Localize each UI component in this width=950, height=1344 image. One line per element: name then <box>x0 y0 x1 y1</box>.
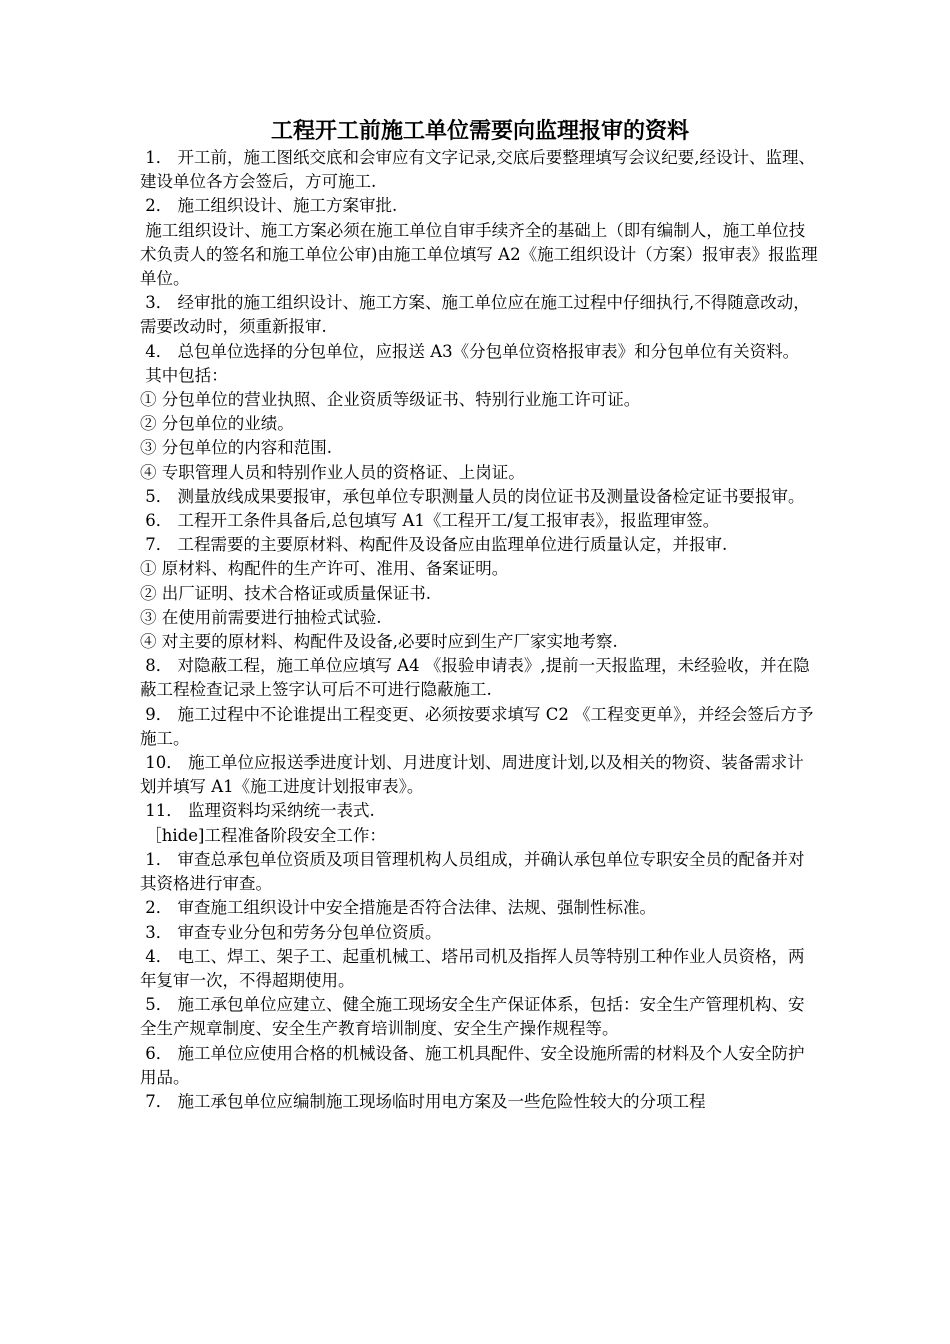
paragraph: ④ 对主要的原材料、构配件及设备,必要时应到生产厂家实地考察. <box>140 632 618 652</box>
paragraph: 8． 对隐蔽工程，施工单位应填写 A4 《报验申请表》,提前一天报监理，未经验收，并在隐蔽工程检查记录上签字认可后不可进行隐蔽施工. <box>140 656 810 700</box>
paragraph: ④ 专职管理人员和特别作业人员的资格证、上岗证。 <box>140 462 525 482</box>
paragraph: 6． 工程开工条件具备后,总包填写 A1《工程开工/复工报审表》，报监理审签。 <box>140 511 720 531</box>
paragraph: 4． 总包单位选择的分包单位，应报送 A3《分包单位资格报审表》和分包单位有关资料。 <box>140 341 800 361</box>
paragraph: 6． 施工单位应使用合格的机械设备、施工机具配件、安全设施所需的材料及个人安全防护用品。 <box>140 1043 805 1087</box>
paragraph: 其中包括： <box>140 365 228 385</box>
document-title: 工程开工前施工单位需要向监理报审的资料 <box>270 119 689 144</box>
paragraph: 1． 开工前，施工图纸交底和会审应有文字记录,交底后要整理填写会议纪要,经设计、监理、建设单位各方会签后，方可施工. <box>140 148 815 192</box>
paragraph: ① 原材料、构配件的生产许可、准用、备案证明。 <box>140 559 509 579</box>
paragraph: 4． 电工、焊工、架子工、起重机械工、塔吊司机及指挥人员等特别工种作业人员资格，两年复审一次，不得超期使用。 <box>140 946 805 990</box>
paragraph: 10． 施工单位应报送季进度计划、月进度计划、周进度计划,以及相关的物资、装备需求计划并填写 A1《施工进度计划报审表》。 <box>140 753 804 797</box>
paragraph: 5． 施工承包单位应建立、健全施工现场安全生产保证体系，包括：安全生产管理机构、安全生产规章制度、安全生产教育培训制度、安全生产操作规程等。 <box>140 995 805 1039</box>
paragraph: 1． 审查总承包单位资质及项目管理机构人员组成，并确认承包单位专职安全员的配备并对其资格进行审查。 <box>140 849 805 894</box>
document-body <box>140 146 820 1114</box>
paragraph: ② 出厂证明、技术合格证或质量保证书. <box>140 583 431 603</box>
paragraph: 11． 监理资料均采纳统一表式. <box>140 801 375 821</box>
paragraph: 7． 工程需要的主要原材料、构配件及设备应由监理单位进行质量认定，并报审. <box>140 535 728 555</box>
paragraph: ［hide]工程准备阶段安全工作： <box>140 825 386 845</box>
paragraph: ② 分包单位的业绩。 <box>140 414 294 434</box>
paragraph: 9． 施工过程中不论谁提出工程变更、必须按要求填写 C2 《工程变更单》，并经会签后方予施工。 <box>140 704 814 748</box>
paragraph: 5． 测量放线成果要报审，承包单位专职测量人员的岗位证书及测量设备检定证书要报审。 <box>140 486 805 506</box>
paragraph: 7． 施工承包单位应编制施工现场临时用电方案及一些危险性较大的分项工程 <box>140 1091 706 1111</box>
paragraph: 3． 经审批的施工组织设计、施工方案、施工单位应在施工过程中仔细执行,不得随意改动，需要改动时，须重新报审. <box>140 293 810 337</box>
paragraph: 施工组织设计、施工方案必须在施工单位自审手续齐全的基础上（即有编制人，施工单位技术负责人的签名和施工单位公审)由施工单位填写 A2《施工组织设计（方案）报审表》报监理单位。 <box>140 220 818 289</box>
paragraph: ① 分包单位的营业执照、企业资质等级证书、特别行业施工许可证。 <box>140 390 641 410</box>
paragraph: 2． 审查施工组织设计中安全措施是否符合法律、法规、强制性标准。 <box>140 898 656 918</box>
paragraph: ③ 分包单位的内容和范围. <box>140 438 332 458</box>
document-page <box>140 118 820 1114</box>
paragraph: 3． 审查专业分包和劳务分包单位资质。 <box>140 922 442 942</box>
paragraph: 2． 施工组织设计、施工方案审批. <box>140 196 398 216</box>
paragraph: ③ 在使用前需要进行抽检式试验. <box>140 607 382 627</box>
